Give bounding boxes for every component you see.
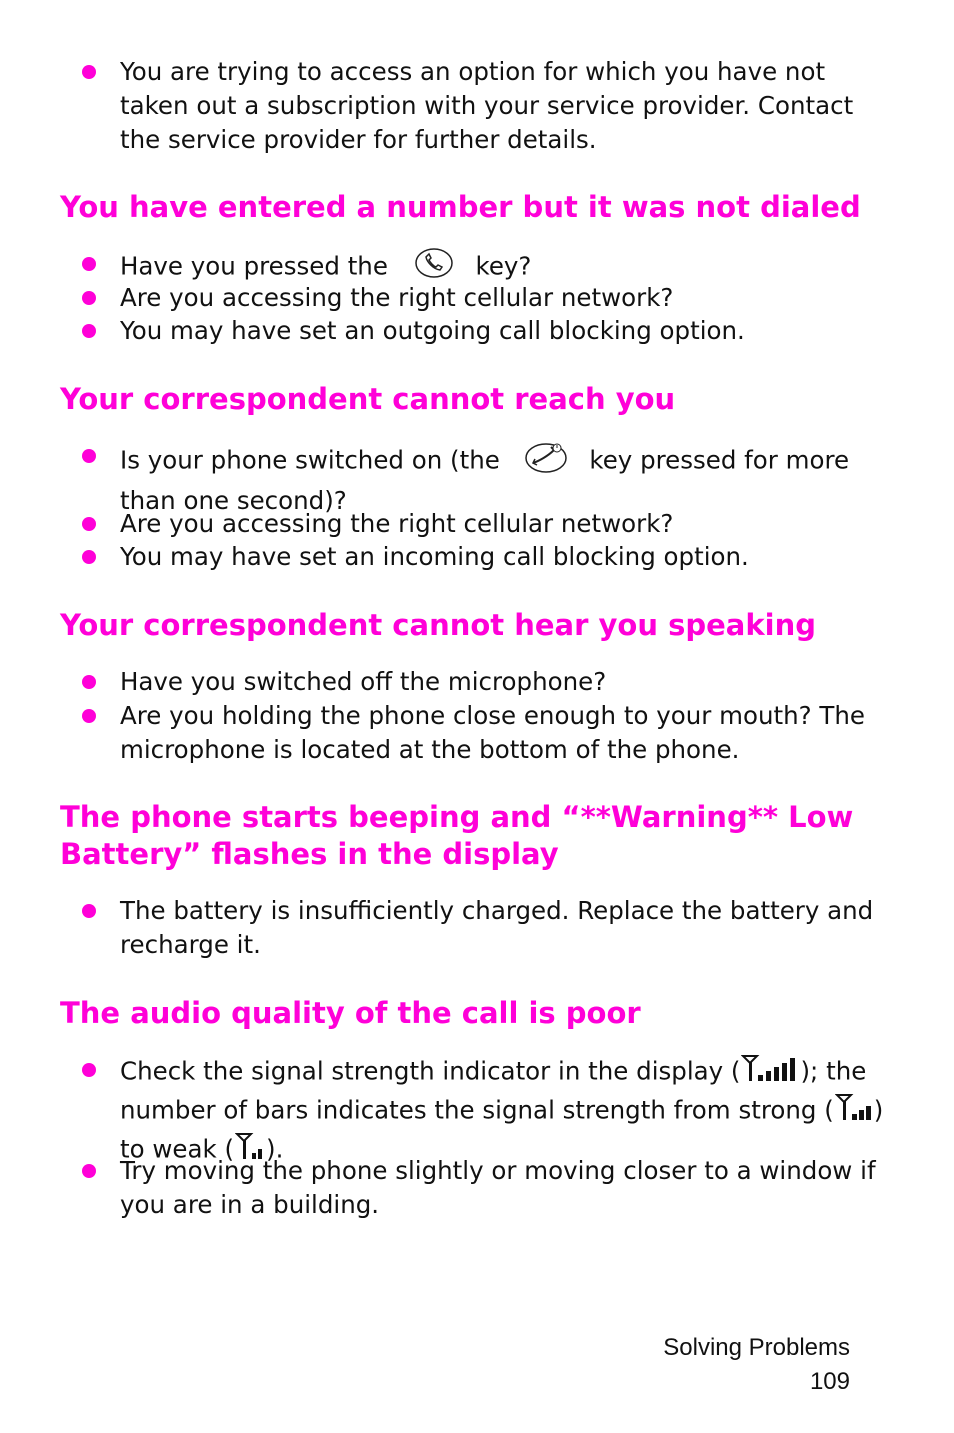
- list-item: [120, 314, 900, 348]
- list-item: [120, 281, 900, 315]
- power-end-key-icon: [524, 439, 568, 484]
- bullet-dot: [82, 550, 96, 564]
- list-item: [120, 665, 900, 699]
- bullet-dot: [82, 904, 96, 918]
- item-text: Are you holding the phone close enough to your mouth? The microphone is located at the bottom of the phone.: [120, 701, 865, 764]
- item-text: Try moving the phone slightly or moving closer to a window if you are in a building.: [120, 1156, 876, 1219]
- item-text: The battery is insufficiently charged. Replace the battery and recharge it.: [120, 896, 874, 959]
- item-text-after: key pressed for more than one second)?: [120, 445, 850, 515]
- signal-full-icon: [741, 1053, 799, 1092]
- item-text-before: Is your phone switched on (the: [120, 445, 500, 475]
- bullet-dot: [82, 291, 96, 305]
- bullet-dot: [82, 709, 96, 723]
- bullet-dot: [82, 257, 96, 271]
- section-heading: Your correspondent cannot reach you: [60, 382, 676, 416]
- list-item: [120, 894, 900, 962]
- signal-strong-icon: [835, 1092, 873, 1131]
- section-heading: The phone starts beeping and “**Warning** Low Battery” flashes in the display: [60, 800, 854, 871]
- item-text: You may have set an incoming call blocking option.: [120, 542, 749, 571]
- list-item: [120, 55, 900, 157]
- item-text-part1: Check the signal strength indicator in the display (: [120, 1056, 741, 1086]
- page-number: 109: [809, 1368, 850, 1395]
- item-text: Are you accessing the right cellular network?: [120, 509, 674, 538]
- list-item: [120, 540, 900, 574]
- bullet-dot: [82, 675, 96, 689]
- section-heading: Your correspondent cannot hear you speaking: [60, 608, 816, 642]
- bullet-dot: [82, 65, 96, 79]
- list-item: [120, 1053, 900, 1170]
- section-heading: You have entered a number but it was not dialed: [60, 190, 861, 224]
- item-text-before: Have you pressed the: [120, 251, 388, 281]
- bullet-dot: [82, 324, 96, 338]
- item-text: You may have set an outgoing call blocking option.: [120, 316, 745, 345]
- section-heading: The audio quality of the call is poor: [60, 996, 641, 1030]
- item-text-part2: ); the number of bars indicates the signal strength from strong (: [120, 1056, 867, 1125]
- item-text-part4: ).: [266, 1134, 284, 1164]
- footer-section-title: Solving Problems: [663, 1334, 850, 1361]
- bullet-dot: [82, 449, 96, 463]
- bullet-dot: [82, 1063, 96, 1077]
- item-text-after: key?: [475, 251, 532, 281]
- list-item: [120, 1154, 900, 1222]
- bullet-dot: [82, 517, 96, 531]
- page-footer: [663, 1331, 850, 1399]
- list-item: [120, 507, 900, 541]
- item-text-part3: ) to weak (: [120, 1095, 884, 1164]
- list-item: [120, 699, 900, 767]
- item-text: You are trying to access an option for which you have not taken out a subscription with your service provider. Contact the service provider for further details.: [120, 57, 854, 154]
- bullet-dot: [82, 1164, 96, 1178]
- item-text: Have you switched off the microphone?: [120, 667, 607, 696]
- item-text: Are you accessing the right cellular network?: [120, 283, 674, 312]
